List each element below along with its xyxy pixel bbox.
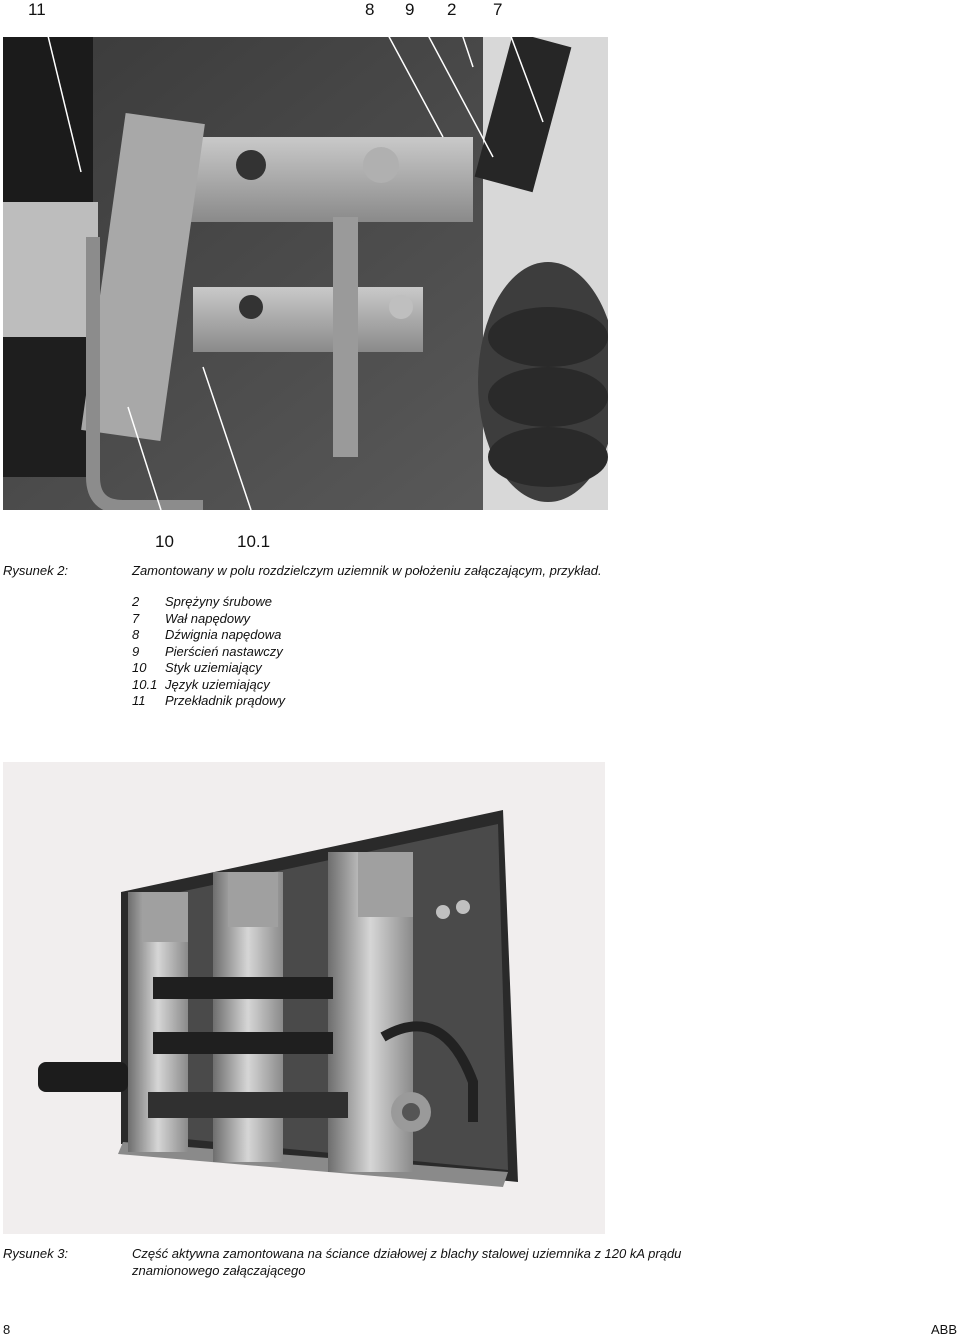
legend-text: Przekładnik prądowy [165, 693, 285, 708]
figure3-label: Rysunek 3: [3, 1246, 69, 1261]
callout-9: 9 [405, 0, 415, 19]
legend-text: Pierścień nastawczy [165, 643, 283, 659]
legend-item [132, 594, 285, 611]
legend-item [132, 644, 285, 661]
legend-number: 7 [132, 610, 140, 626]
legend-number: 9 [132, 643, 140, 659]
callout-11: 11 [28, 0, 46, 19]
callout-2: 2 [447, 0, 457, 19]
brand-name: ABB [930, 1322, 957, 1337]
legend-number: 8 [132, 627, 140, 642]
callout-10-1: 10.1 [237, 532, 271, 551]
legend-item [132, 611, 285, 628]
figure2-photo [3, 37, 608, 510]
figure3-caption-line2: znamionowego załączającego [132, 1263, 306, 1278]
legend-text: Dźwignia napędowa [165, 627, 282, 642]
legend-item [132, 660, 285, 677]
legend-text: Sprężyny śrubowe [165, 594, 272, 609]
figure3-caption-line1: Część aktywna zamontowana na ściance działowej z blachy stalowej uziemnika z 120 kA prądu [132, 1246, 682, 1261]
callout-8: 8 [365, 0, 375, 19]
legend-text: Wał napędowy [165, 610, 251, 626]
legend-item [132, 693, 285, 710]
page-number: 8 [3, 1322, 11, 1337]
legend-item [132, 677, 285, 694]
figure2-label: Rysunek 2: [3, 563, 69, 578]
figure2-legend [132, 594, 285, 710]
legend-number: 2 [132, 594, 140, 609]
legend-text: Język uziemiający [165, 676, 270, 692]
legend-item [132, 627, 285, 644]
figure2-caption: Zamontowany w polu rozdzielczym uziemnik w położeniu załączającym, przykład. [132, 563, 602, 578]
legend-number: 10 [132, 660, 147, 675]
legend-text: Styk uziemiający [165, 660, 262, 675]
callout-10: 10 [155, 532, 174, 551]
legend-number: 11 [132, 693, 146, 708]
callout-7: 7 [493, 0, 503, 19]
legend-number: 10.1 [132, 676, 158, 692]
figure3-photo [3, 762, 605, 1234]
